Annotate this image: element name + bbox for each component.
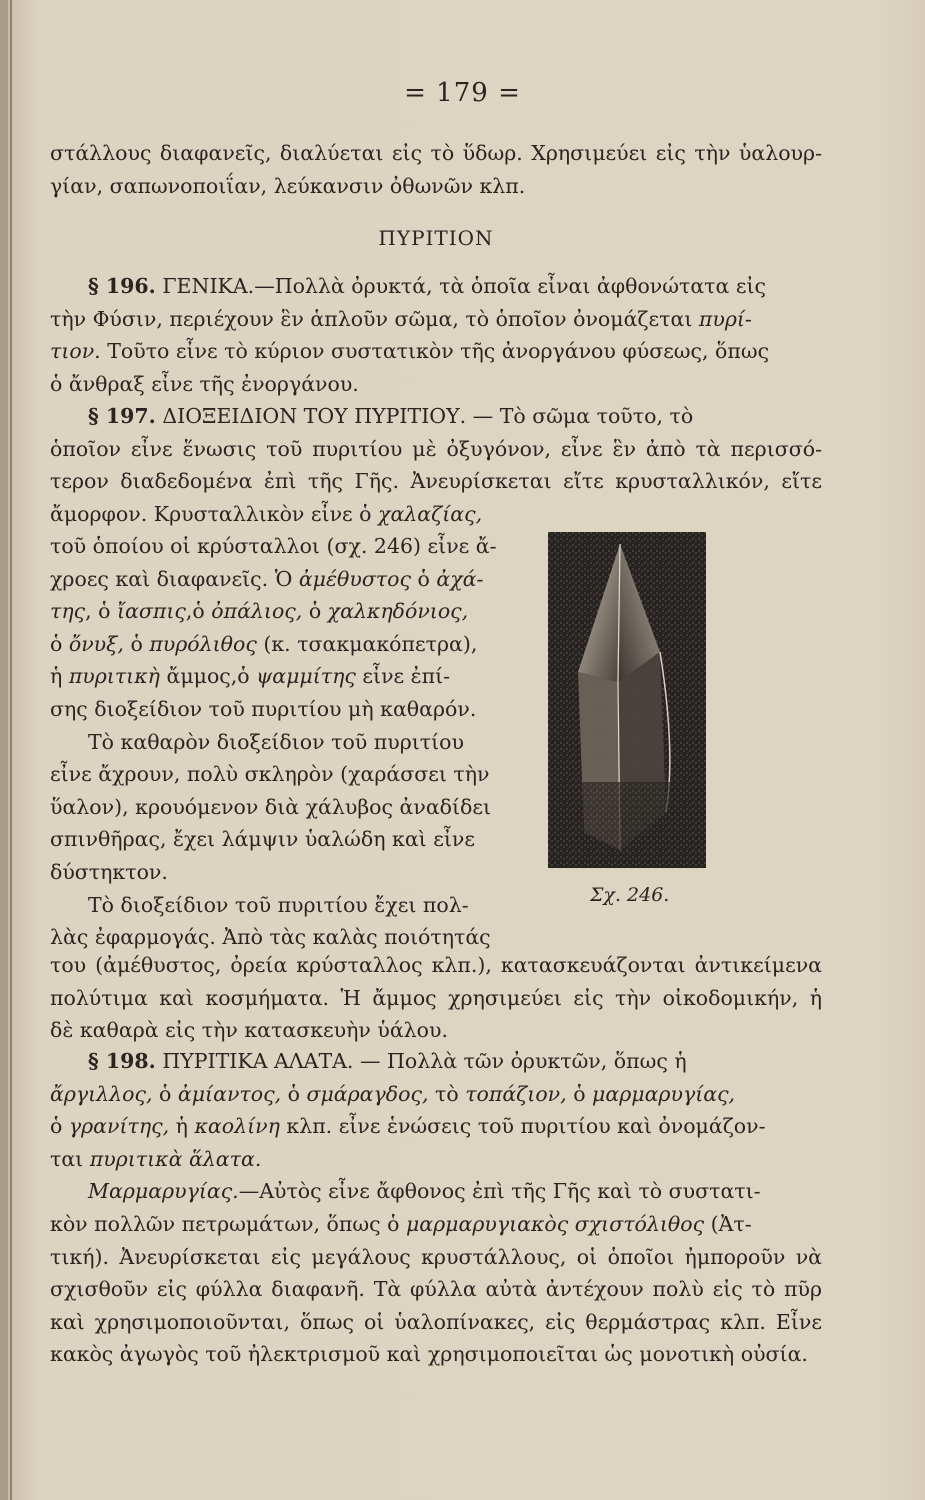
emphasis: χαλκηδόνιος, xyxy=(327,599,469,624)
text-line xyxy=(50,400,822,433)
emphasis: ὀπάλιος, xyxy=(211,599,303,624)
text-line: γίαν, σαπωνοποιΐαν, λεύκανσιν ὀθωνῶν κλπ. xyxy=(50,173,526,198)
emphasis: ἀμίαντος, xyxy=(177,1081,282,1106)
text-span: ὁ xyxy=(410,566,437,591)
text-line: δύστηκτον. xyxy=(50,859,168,884)
text-span: —Αὐτὸς εἶνε ἄφθονος ἐπὶ τῆς Γῆς καὶ τὸ συστατι- xyxy=(238,1179,761,1204)
text-span: ὁ xyxy=(50,1114,69,1139)
figure-caption: Σχ. 246. xyxy=(590,884,670,906)
text-line: σχισθοῦν εἰς φύλλα διαφανῆ. Τὰ φύλλα αὐτὰ ἀντέχουν πολὺ εἰς τὸ πῦρ xyxy=(50,1277,822,1302)
text-span: ,ὁ xyxy=(185,599,212,624)
section-number: § 197. xyxy=(88,404,156,428)
text-line: τοῦ ὁποίου οἱ κρύσταλλοι (σχ. 246) εἶνε ἄ- xyxy=(50,534,497,558)
text-span: κλπ. εἶνε ἑνώσεις τοῦ πυριτίου καὶ ὀνομάζον- xyxy=(279,1114,766,1139)
text-line: Τὸ διοξείδιον τοῦ πυριτίου ἔχει πολ- xyxy=(88,892,469,917)
text-line: καὶ χρησιμοποιοῦνται, ὅπως οἱ ὑαλοπίνακες, εἰς θερμάστρας κλπ. Εἶνε xyxy=(50,1309,822,1334)
emphasis: τιον. xyxy=(50,339,101,364)
emphasis: πυριτικὴ xyxy=(68,664,160,689)
emphasis: τοπάζιον, xyxy=(465,1081,567,1106)
text-line xyxy=(50,1110,822,1143)
text-span: ὁ xyxy=(302,599,328,624)
text-span: (Ἀτ- xyxy=(704,1211,752,1236)
text-line xyxy=(50,1208,822,1241)
emphasis: πυρόλιθος xyxy=(149,631,257,656)
text-line: ὕαλον), κρουόμενον διὰ χάλυβος ἀναδίδει xyxy=(50,794,492,819)
emphasis: ὄνυξ, xyxy=(68,631,124,656)
section-heading: ΓΕΝΙΚΑ. xyxy=(162,274,255,298)
text-span: ὁ xyxy=(566,1081,593,1106)
emphasis: ἴασπις xyxy=(117,599,186,624)
text-span: ἡ xyxy=(169,1114,195,1139)
text-line: του (ἀμέθυστος, ὀρεία κρύσταλλος κλπ.), κατασκευάζονται ἀντικείμενα xyxy=(50,953,822,977)
text-line: σης διοξείδιον τοῦ πυριτίου μὴ καθαρόν. xyxy=(50,696,477,721)
text-span: — Τὸ σῶμα τοῦτο, τὸ xyxy=(466,404,694,428)
text-span: ὁ xyxy=(50,631,69,656)
figure-quartz-crystal xyxy=(548,532,706,868)
text-block-top xyxy=(50,137,822,202)
emphasis: ψαμμίτης xyxy=(256,664,356,689)
emphasis: πυρί- xyxy=(698,306,752,331)
text-line: λὰς ἐφαρμογάς. Ἀπὸ τὰς καλὰς ποιότητάς xyxy=(50,925,491,950)
text-line xyxy=(50,563,502,596)
text-span: ὁ xyxy=(123,631,150,656)
text-span: εἶνε ἐπί- xyxy=(355,664,451,689)
text-line xyxy=(50,628,502,661)
emphasis: πυριτικὰ ἅλατα. xyxy=(89,1146,262,1171)
text-span: ἄμμος,ὁ xyxy=(159,664,257,689)
text-line xyxy=(50,1175,822,1208)
emphasis: ἀχά- xyxy=(436,566,484,591)
text-span: (κ. τσακμακόπετρα), xyxy=(256,631,478,656)
text-span: ὁ xyxy=(281,1081,307,1106)
emphasis: της xyxy=(50,599,86,624)
section-title: ΠΥΡΙΤΙΟΝ xyxy=(378,226,494,250)
text-span: , ὁ xyxy=(85,599,118,624)
text-span: τὴν Φύσιν, περιέχουν ἓν ἁπλοῦν σῶμα, τὸ ὁποῖον ὀνομάζεται xyxy=(50,306,693,331)
text-line: ὁ ἄνθραξ εἶνε τῆς ἐνοργάνου. xyxy=(50,371,359,396)
text-line xyxy=(50,303,822,336)
emphasis: σμάραγδος, xyxy=(306,1081,429,1106)
text-line: κακὸς ἀγωγὸς τοῦ ἠλεκτρισμοῦ καὶ χρησιμοποιεῖται ὡς μονοτικὴ οὐσία. xyxy=(50,1342,808,1367)
emphasis: καολίνη xyxy=(194,1114,280,1139)
text-line xyxy=(50,1143,822,1176)
text-span: —Πολλὰ ὀρυκτά, τὰ ὁποῖα εἶναι ἀφθονώτατα εἰς xyxy=(254,274,767,298)
text-span: Τοῦτο εἶνε τὸ κύριον συστατικὸν τῆς ἀνοργάνου φύσεως, ὅπως xyxy=(100,339,770,364)
section-number: § 196. xyxy=(88,274,156,298)
paragraph-196 xyxy=(50,270,822,400)
text-line: τική). Ἀνευρίσκεται εἰς μεγάλους κρυστάλλους, οἱ ὁποῖοι ἠμποροῦν νὰ xyxy=(50,1244,822,1269)
text-line: σπινθῆρας, ἔχει λάμψιν ὑαλώδη καὶ εἶνε xyxy=(50,827,475,852)
page-spine-shadow xyxy=(0,0,8,1500)
crystal-illustration xyxy=(548,532,706,868)
text-span: ἄμορφον. Κρυσταλλικὸν εἶνε ὁ xyxy=(50,501,379,526)
emphasis: γρανίτης, xyxy=(68,1114,170,1139)
text-span: τὸ xyxy=(428,1081,466,1106)
paragraph-197 xyxy=(50,400,822,530)
text-line xyxy=(50,1078,822,1111)
section-heading: ΠΥΡΙΤΙΚΑ ΑΛΑΤΑ. xyxy=(162,1049,354,1073)
text-line: τερον διαδεδομένα ἐπὶ τῆς Γῆς. Ἀνευρίσκεται εἴτε κρυσταλλικόν, εἴτε xyxy=(50,469,822,494)
emphasis: Μαρμαρυγίας. xyxy=(88,1179,239,1204)
text-line xyxy=(50,335,822,368)
text-span: κὸν πολλῶν πετρωμάτων, ὅπως ὁ xyxy=(50,1211,406,1236)
text-span: ἡ xyxy=(50,664,69,689)
text-line xyxy=(50,270,822,303)
emphasis: ἀμέθυστος xyxy=(298,566,411,591)
paragraph-197-continued xyxy=(50,949,822,1047)
text-span: ται xyxy=(50,1146,90,1171)
text-line: στάλλους διαφανεῖς, διαλύεται εἰς τὸ ὕδωρ. Χρησιμεύει εἰς τὴν ὑαλουρ- xyxy=(50,141,822,165)
emphasis: ἄργιλλος, xyxy=(50,1081,153,1106)
text-span: — Πολλὰ τῶν ὀρυκτῶν, ὅπως ἡ xyxy=(353,1049,687,1073)
text-span: ὁ xyxy=(152,1081,178,1106)
paragraph-198 xyxy=(50,1045,822,1371)
text-line xyxy=(50,660,502,693)
text-line xyxy=(50,595,502,628)
emphasis: μαρμαρυγιακὸς σχιστόλιθος xyxy=(405,1211,705,1236)
section-heading: ΔΙΟΞΕΙΔΙΟΝ ΤΟΥ ΠΥΡΙΤΙΟΥ. xyxy=(162,404,467,428)
paragraph-197-narrow xyxy=(50,530,502,954)
page-number: = 179 = xyxy=(404,78,521,108)
section-number: § 198. xyxy=(88,1049,156,1073)
text-line xyxy=(50,1045,822,1078)
text-line: εἶνε ἄχρουν, πολὺ σκληρὸν (χαράσσει τὴν xyxy=(50,762,490,787)
text-line: ὁποῖον εἶνε ἕνωσις τοῦ πυριτίου μὲ ὀξυγόνον, εἶνε ἓν ἀπὸ τὰ περισσό- xyxy=(50,436,822,461)
page-edge-line xyxy=(10,0,12,1500)
text-line: πολύτιμα καὶ κοσμήματα. Ἡ ἄμμος χρησιμεύει εἰς τὴν οἰκοδομικήν, ἡ xyxy=(50,985,822,1010)
text-line: δὲ καθαρὰ εἰς τὴν κατασκευὴν ὑάλου. xyxy=(50,1018,448,1043)
text-span: χροες καὶ διαφανεῖς. Ὁ xyxy=(50,566,299,591)
text-line: Τὸ καθαρὸν διοξείδιον τοῦ πυριτίου xyxy=(88,729,464,754)
text-line xyxy=(50,498,822,531)
emphasis: χαλαζίας, xyxy=(378,501,483,526)
emphasis: μαρμαρυγίας, xyxy=(592,1081,736,1106)
